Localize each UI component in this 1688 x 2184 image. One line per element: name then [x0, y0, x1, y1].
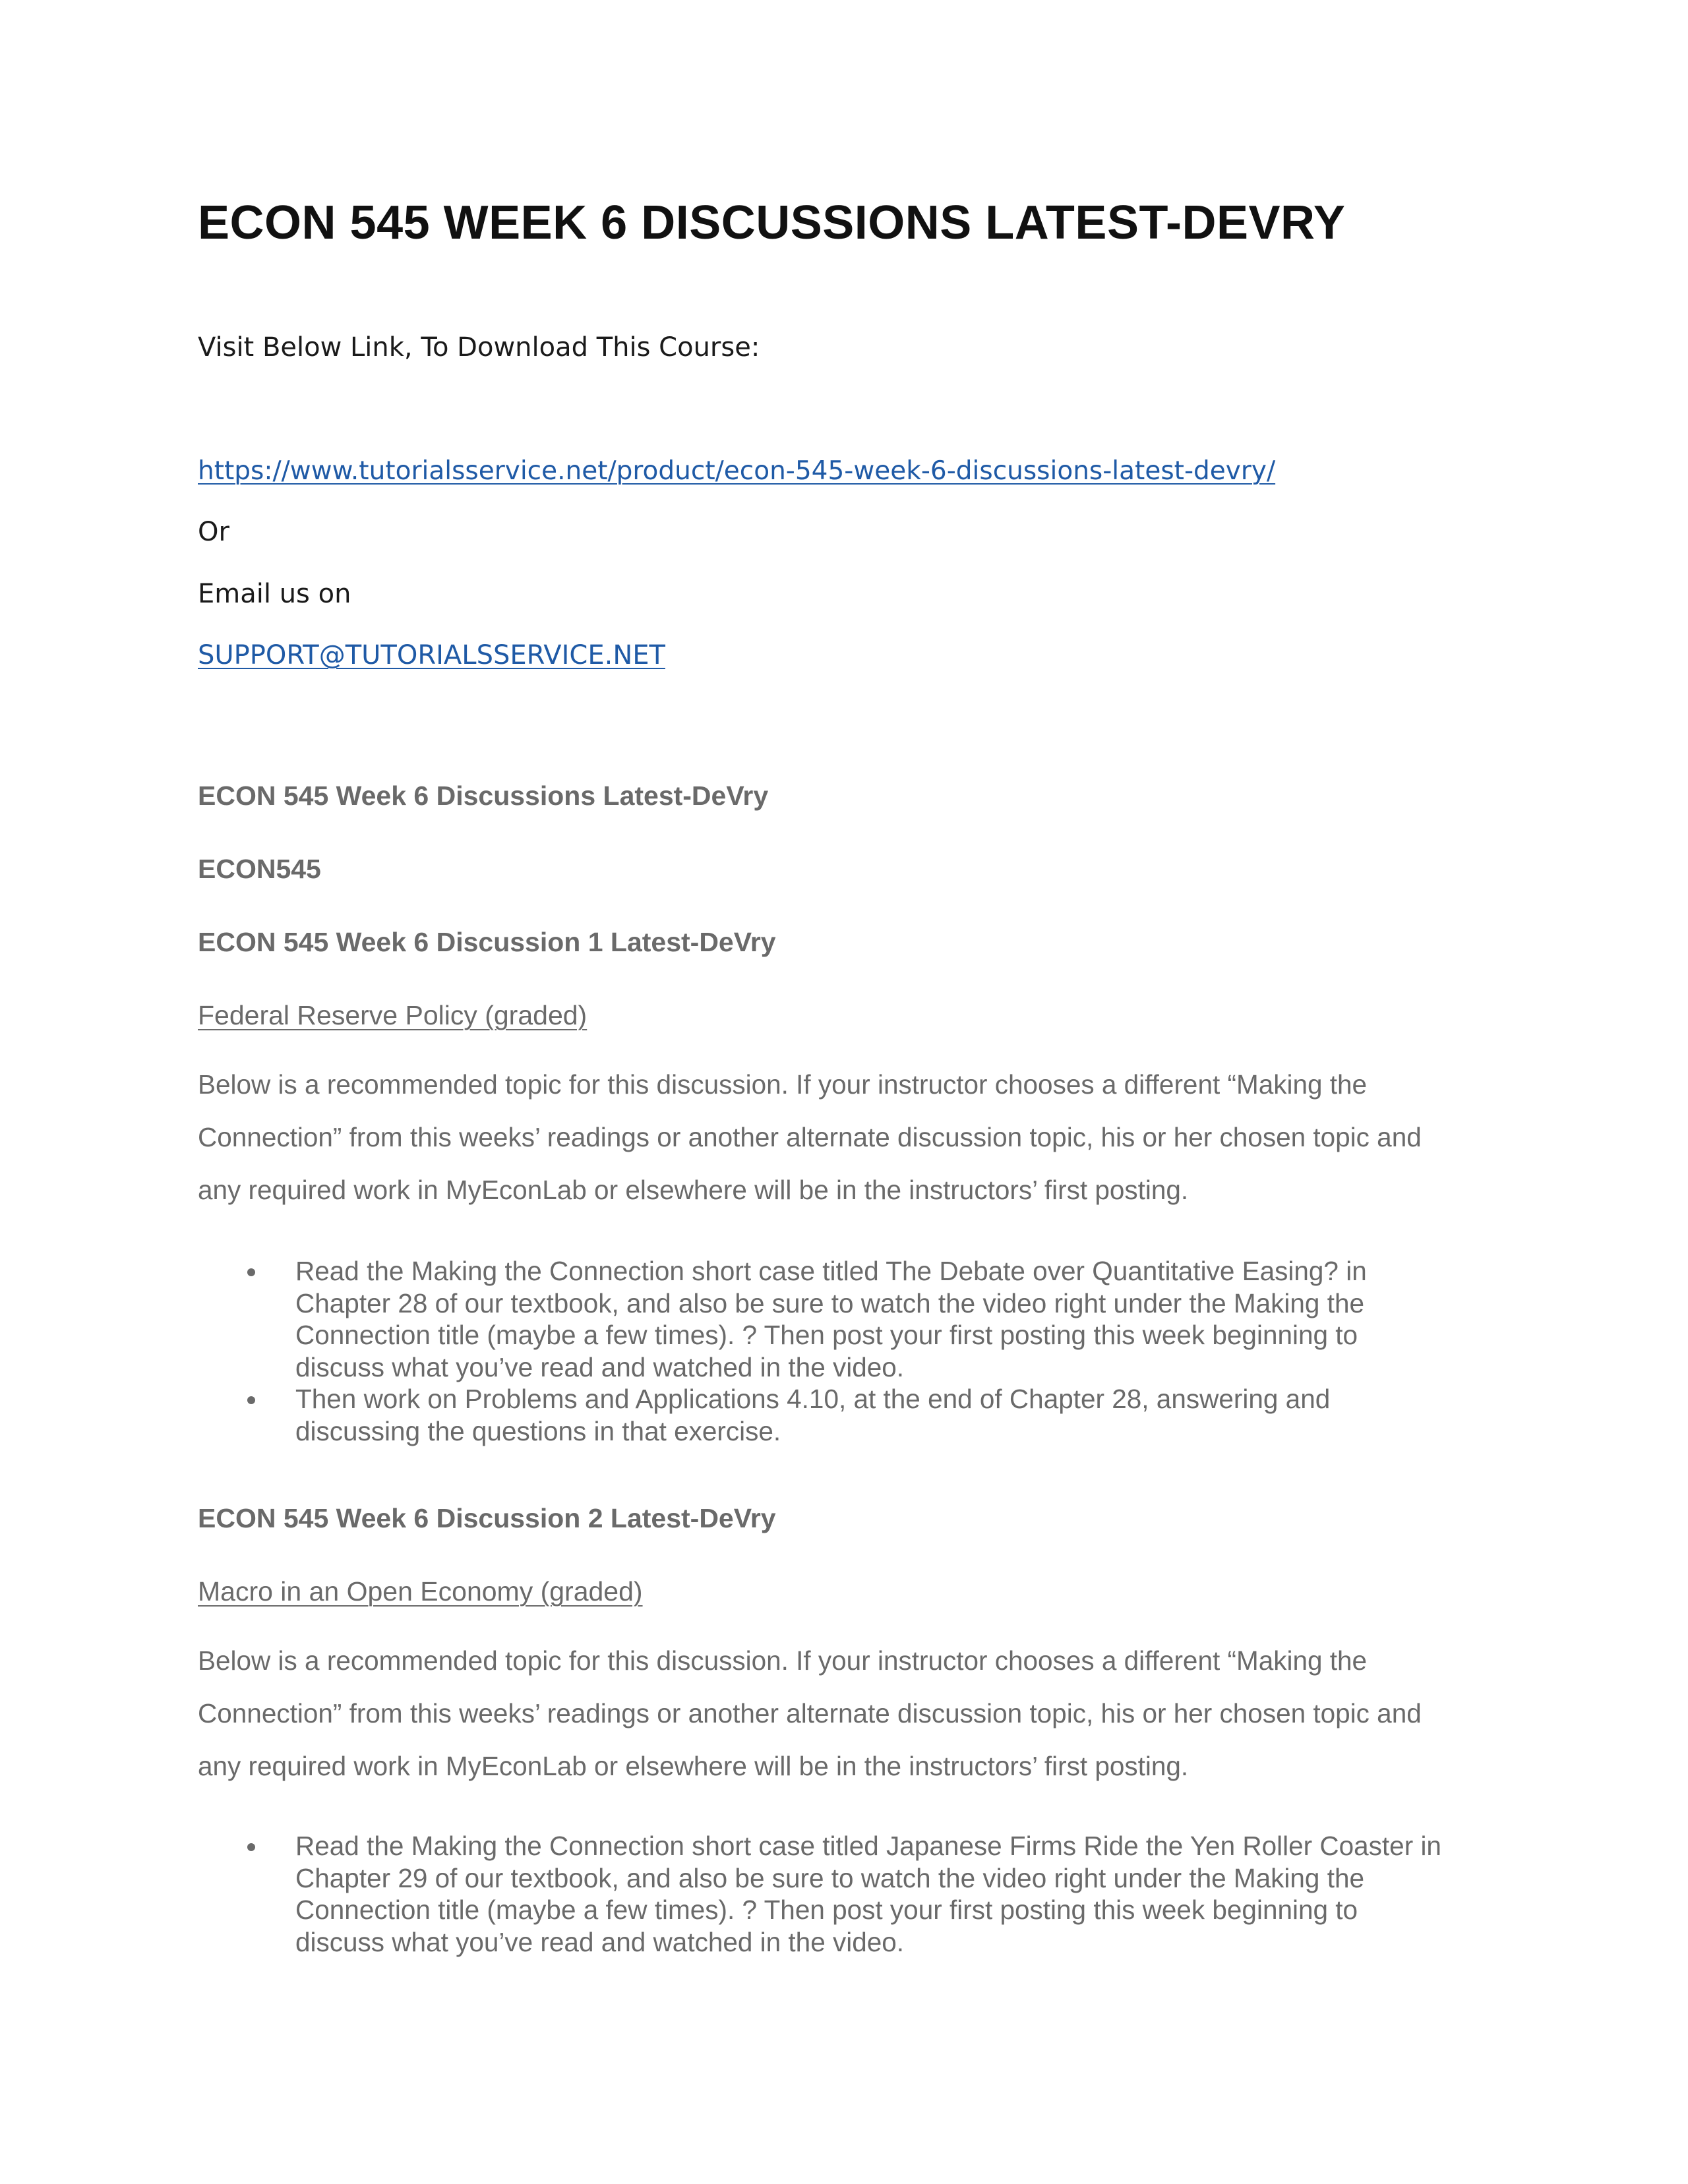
discussion-1-heading: ECON 545 Week 6 Discussion 1 Latest-DeVry [198, 927, 776, 957]
bullet-line: Read the Making the Connection short case titled The Debate over Quantitative Easing? in [295, 1256, 1367, 1286]
discussion-1-bullet-list [0, 1255, 1561, 1447]
list-item [0, 1255, 1561, 1383]
discussion-1-topic: Federal Reserve Policy (graded) [198, 1000, 588, 1030]
bullet-line: Connection title (maybe a few times). ? Then post your first posting this week beginning to [295, 1895, 1358, 1925]
paragraph-line: Below is a recommended topic for this discussion. If your instructor chooses a different “Making the [198, 1069, 1368, 1100]
discussion-2-topic: Macro in an Open Economy (graded) [198, 1576, 643, 1607]
paragraph-line: Below is a recommended topic for this discussion. If your instructor chooses a different “Making the [198, 1645, 1368, 1676]
discussion-2-bullet-list [0, 1830, 1561, 1958]
course-download-link[interactable]: https://www.tutorialsservice.net/product/econ-545-week-6-discussions-latest-devry/ [198, 456, 1276, 486]
bullet-line: Read the Making the Connection short case titled Japanese Firms Ride the Yen Roller Coaster in [295, 1831, 1441, 1861]
bullet-line: discuss what you’ve read and watched in the video. [295, 1351, 905, 1382]
course-code: ECON545 [198, 854, 321, 884]
main-heading: ECON 545 Week 6 Discussions Latest-DeVry [198, 781, 769, 811]
email-prompt: Email us on [198, 579, 351, 609]
support-email-link[interactable]: SUPPORT@TUTORIALSSERVICE.NET [198, 640, 665, 670]
paragraph-line: any required work in MyEconLab or elsewhere will be in the instructors’ first posting. [198, 1751, 1189, 1781]
list-item [0, 1383, 1561, 1447]
bullet-line: Chapter 29 of our textbook, and also be sure to watch the video right under the Making the [295, 1862, 1365, 1893]
bullet-icon [247, 1268, 255, 1276]
download-intro: Visit Below Link, To Download This Course: [198, 332, 760, 363]
paragraph-line: any required work in MyEconLab or elsewhere will be in the instructors’ first posting. [198, 1175, 1189, 1205]
discussion-2-paragraph [198, 1634, 1422, 1792]
or-text: Or [198, 517, 229, 547]
list-item [0, 1830, 1561, 1958]
bullet-line: Chapter 28 of our textbook, and also be sure to watch the video right under the Making the [295, 1287, 1365, 1318]
bullet-icon [247, 1396, 255, 1404]
bullet-line: discuss what you’ve read and watched in the video. [295, 1926, 905, 1957]
paragraph-line: Connection” from this weeks’ readings or another alternate discussion topic, his or her chosen topic and [198, 1122, 1422, 1152]
bullet-line: Then work on Problems and Applications 4.10, at the end of Chapter 28, answering and [295, 1384, 1331, 1414]
discussion-1-paragraph [198, 1058, 1422, 1216]
document-title: ECON 545 WEEK 6 DISCUSSIONS LATEST-DEVRY [198, 196, 1346, 249]
discussion-2-heading: ECON 545 Week 6 Discussion 2 Latest-DeVry [198, 1503, 776, 1533]
bullet-line: discussing the questions in that exercise. [295, 1415, 781, 1446]
bullet-line: Connection title (maybe a few times). ? Then post your first posting this week beginning to [295, 1320, 1358, 1350]
bullet-icon [247, 1843, 255, 1851]
paragraph-line: Connection” from this weeks’ readings or another alternate discussion topic, his or her chosen topic and [198, 1698, 1422, 1728]
